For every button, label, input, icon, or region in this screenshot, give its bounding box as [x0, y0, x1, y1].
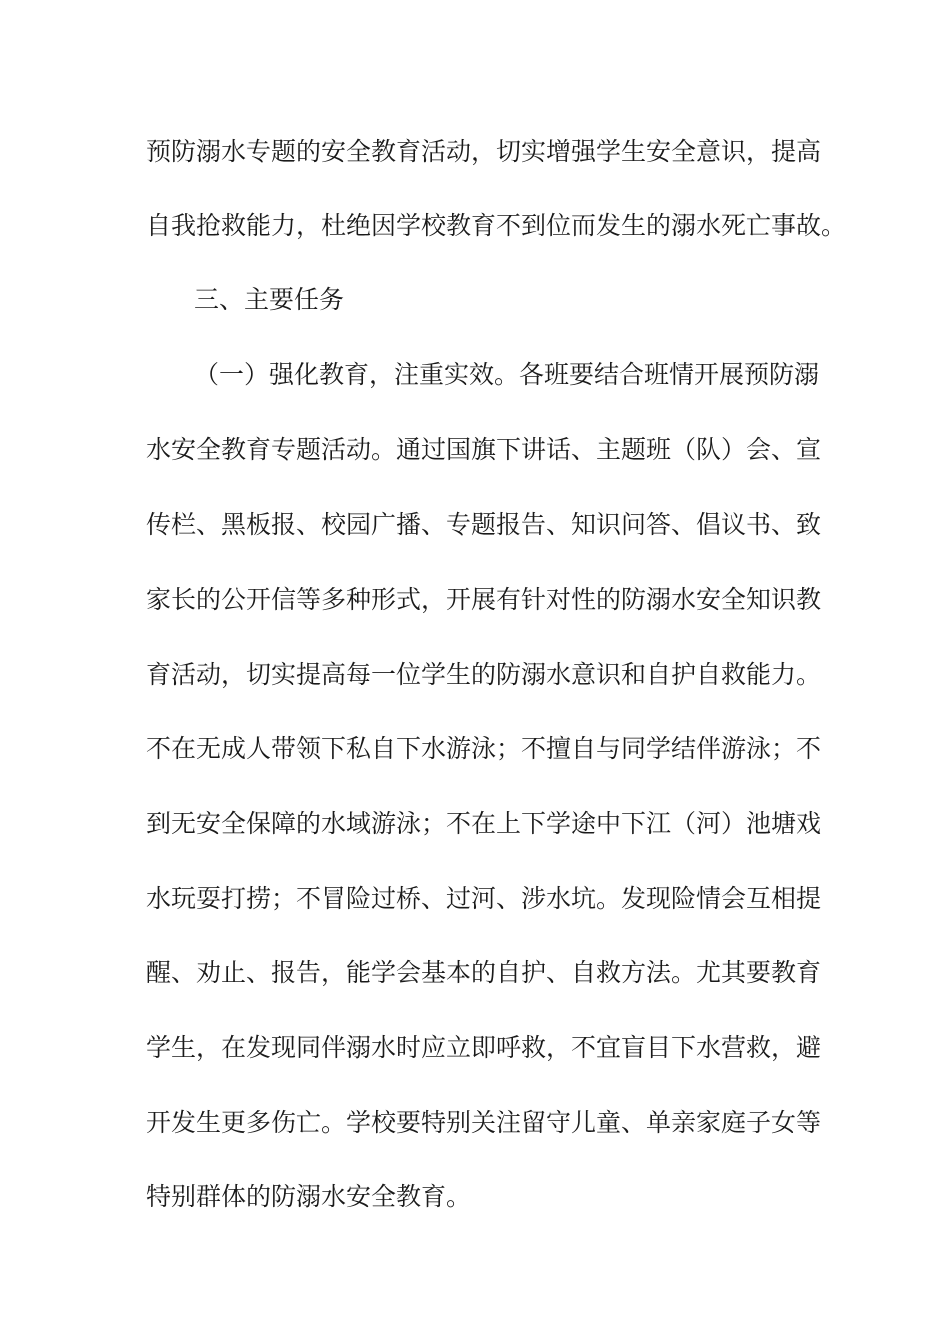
body-text-line: 预防溺水专题的安全教育活动，切实增强学生安全意识，提高	[146, 137, 822, 166]
body-text-line: 学生，在发现同伴溺水时应立即呼救，不宜盲目下水营救，避	[146, 1033, 822, 1062]
body-text-line: 不在无成人带领下私自下水游泳；不擅自与同学结伴游泳；不	[146, 734, 822, 763]
body-text-line: 家长的公开信等多种形式，开展有针对性的防溺水安全知识教	[146, 585, 822, 614]
section-heading: 三、主要任务	[194, 285, 345, 314]
body-text-line: 育活动，切实提高每一位学生的防溺水意识和自护自救能力。	[146, 660, 822, 689]
paragraph-first-line: （一）强化教育，注重实效。各班要结合班情开展预防溺	[194, 360, 820, 389]
body-text-line: 到无安全保障的水域游泳；不在上下学途中下江（河）池塘戏	[146, 809, 822, 838]
body-text-line: 特别群体的防溺水安全教育。	[146, 1182, 472, 1211]
body-text-line: 传栏、黑板报、校园广播、专题报告、知识问答、倡议书、致	[146, 510, 822, 539]
body-text-line: 水安全教育专题活动。通过国旗下讲话、主题班（队）会、宣	[146, 435, 822, 464]
body-text-line: 自我抢救能力，杜绝因学校教育不到位而发生的溺水死亡事故。	[146, 211, 847, 240]
body-text-line: 开发生更多伤亡。学校要特别关注留守儿童、单亲家庭子女等	[146, 1108, 822, 1137]
body-text-line: 醒、劝止、报告，能学会基本的自护、自救方法。尤其要教育	[146, 958, 822, 987]
body-text-line: 水玩耍打捞；不冒险过桥、过河、涉水坑。发现险情会互相提	[146, 884, 822, 913]
